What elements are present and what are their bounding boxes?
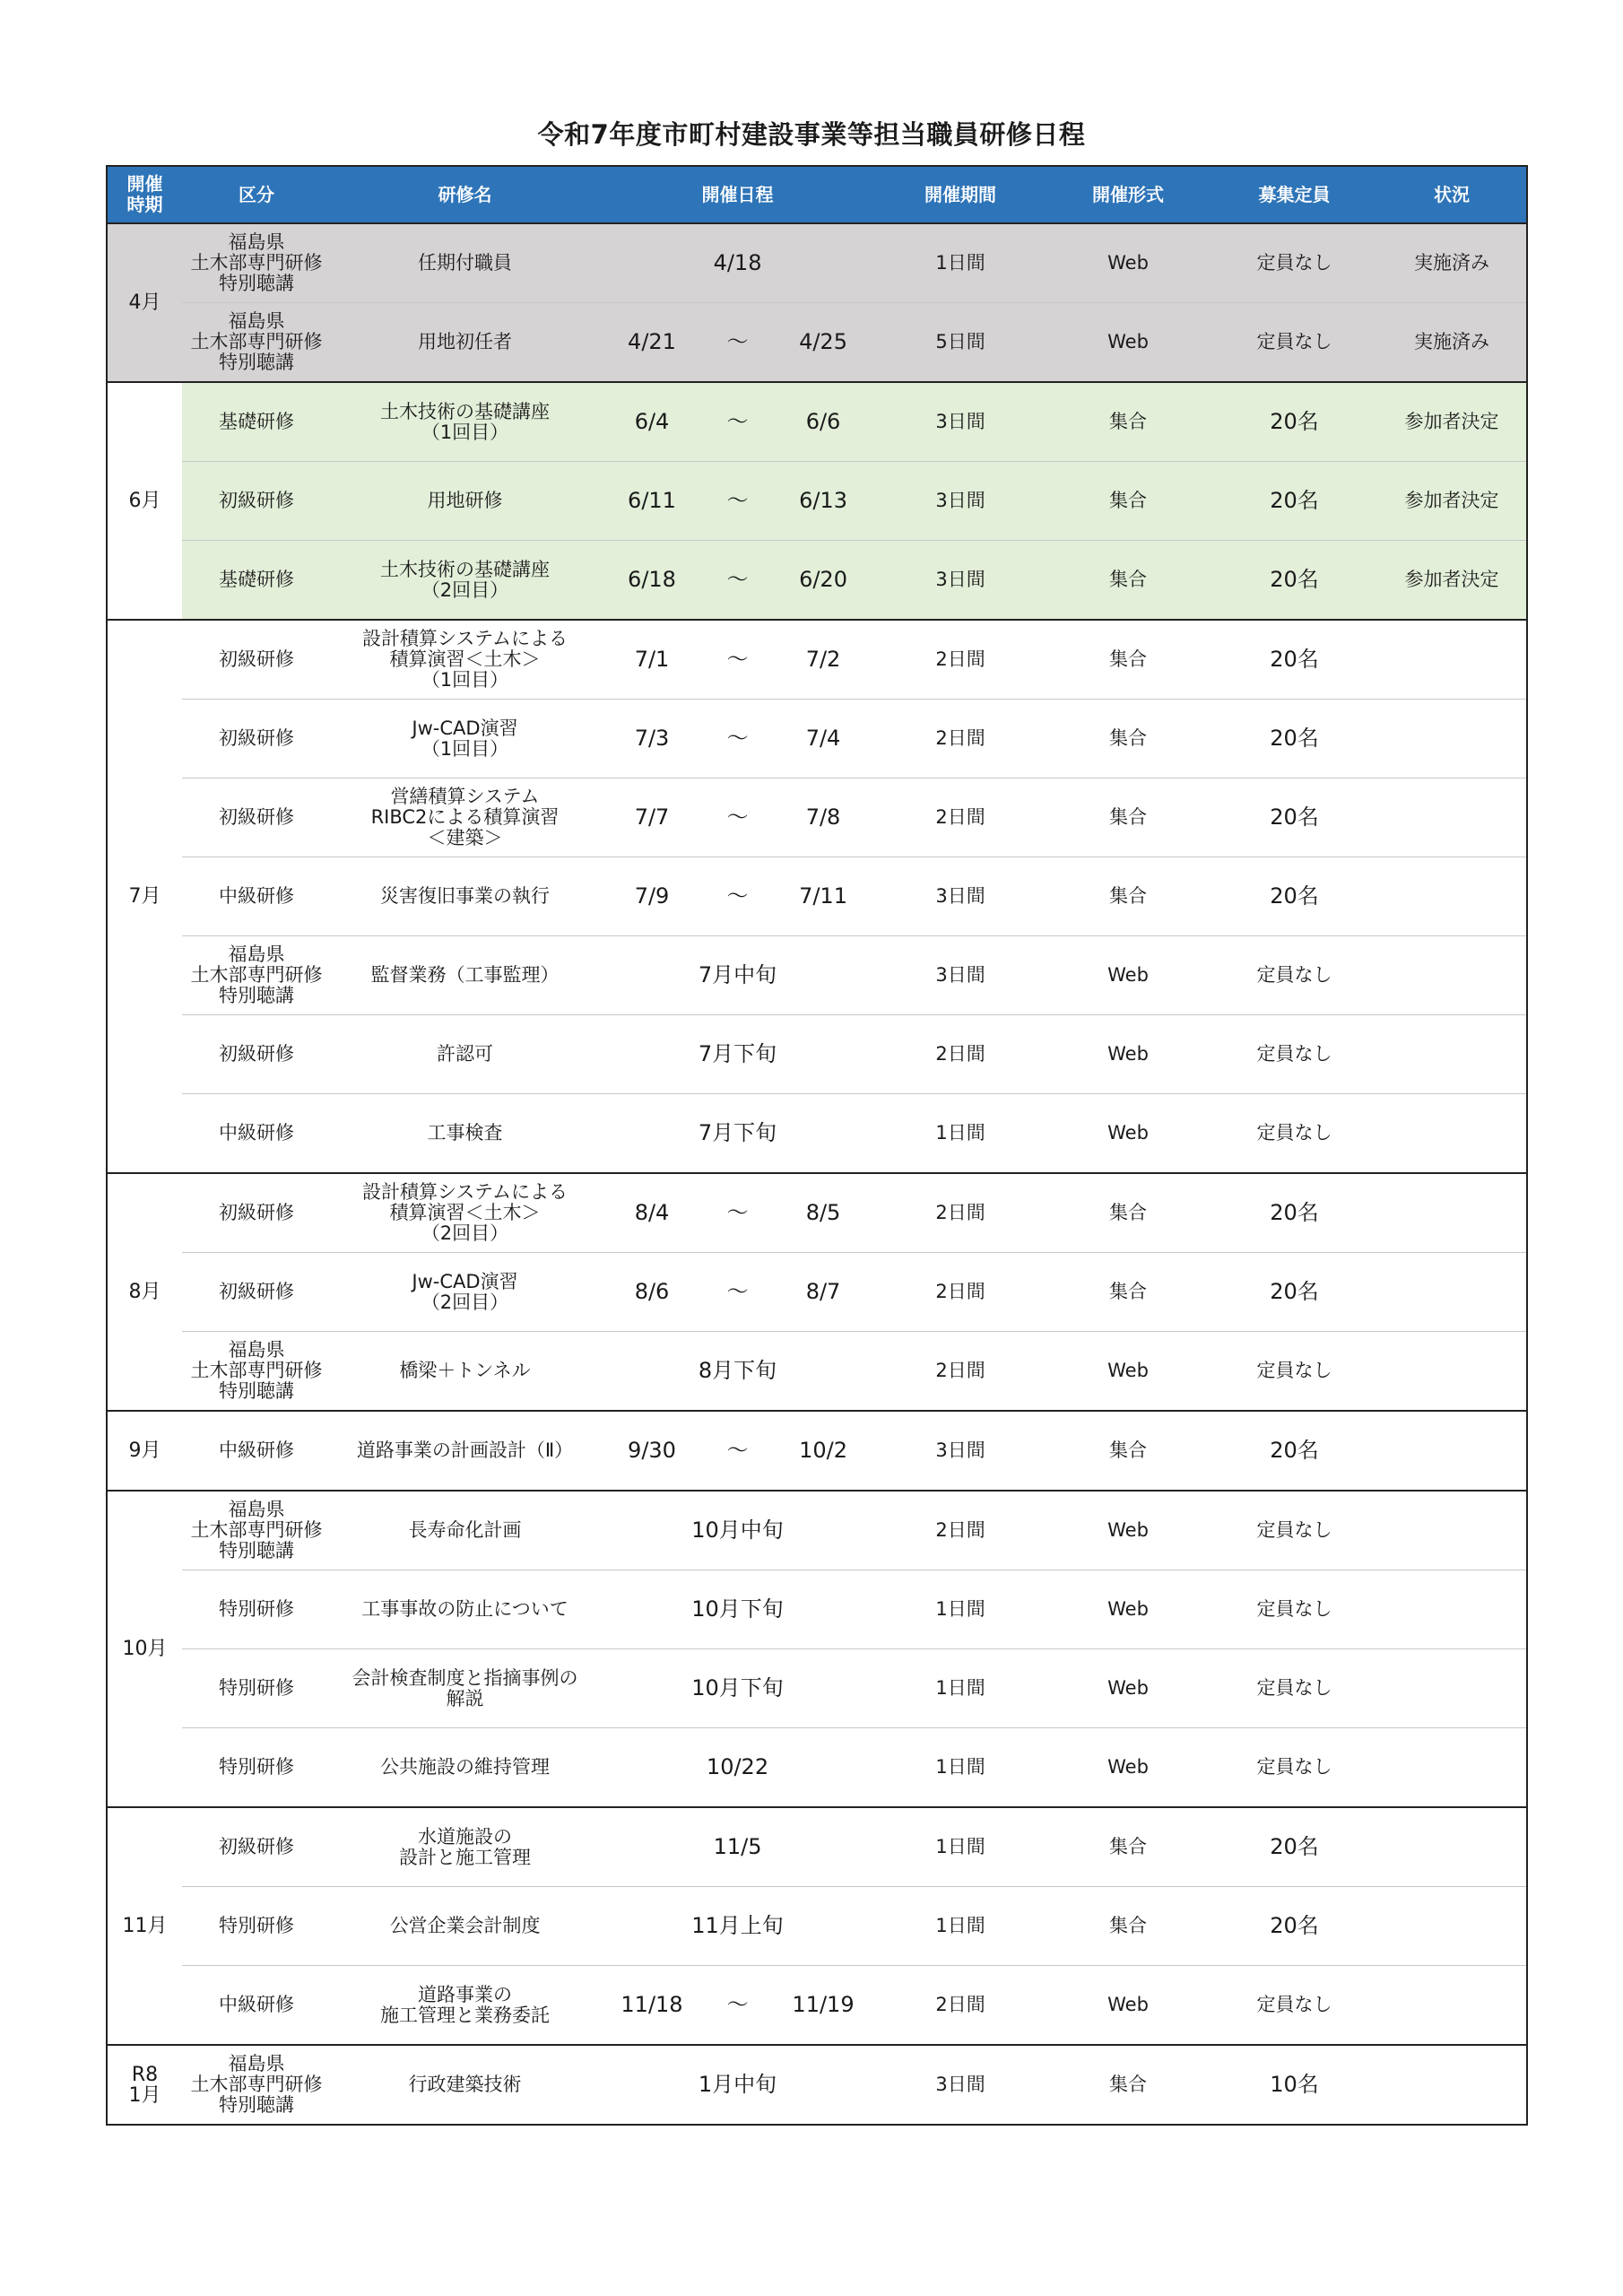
training-name-cell: 用地研修	[331, 462, 599, 541]
format-cell: Web	[1045, 1570, 1211, 1649]
period-cell: 1日間	[876, 1807, 1045, 1887]
category-cell: 初級研修	[182, 1173, 331, 1253]
format-cell: 集合	[1045, 700, 1211, 778]
end-date-cell: 6/13	[770, 462, 876, 541]
status-cell	[1377, 1570, 1527, 1649]
training-name-cell: 用地初任者	[331, 303, 599, 383]
category-cell: 福島県 土木部専門研修 特別聴講	[182, 936, 331, 1015]
period-cell: 2日間	[876, 1253, 1045, 1332]
format-cell: 集合	[1045, 1253, 1211, 1332]
training-name-cell: 道路事業の計画設計（Ⅱ）	[331, 1411, 599, 1491]
start-date-cell: 7/3	[599, 700, 705, 778]
capacity-cell: 定員なし	[1211, 1570, 1377, 1649]
capacity-cell: 20名	[1211, 1411, 1377, 1491]
capacity-cell: 定員なし	[1211, 1649, 1377, 1728]
category-cell: 福島県 土木部専門研修 特別聴講	[182, 303, 331, 383]
capacity-cell: 20名	[1211, 620, 1377, 700]
format-cell: 集合	[1045, 541, 1211, 621]
period-cell: 3日間	[876, 462, 1045, 541]
date-separator: ～	[705, 382, 770, 462]
category-cell: 初級研修	[182, 1015, 331, 1094]
date-cell: 10月下旬	[599, 1649, 876, 1728]
category-cell: 初級研修	[182, 620, 331, 700]
category-cell: 福島県 土木部専門研修 特別聴講	[182, 223, 331, 303]
category-cell: 中級研修	[182, 1094, 331, 1174]
training-name-cell: 橋梁＋トンネル	[331, 1332, 599, 1412]
header-name: 研修名	[331, 166, 599, 223]
end-date-cell: 7/4	[770, 700, 876, 778]
category-cell: 福島県 土木部専門研修 特別聴講	[182, 1491, 331, 1570]
date-cell: 11/5	[599, 1807, 876, 1887]
capacity-cell: 20名	[1211, 700, 1377, 778]
end-date-cell: 11/19	[770, 1966, 876, 2046]
status-cell	[1377, 1887, 1527, 1966]
training-name-cell: 土木技術の基礎講座 （1回目）	[331, 382, 599, 462]
status-cell	[1377, 1332, 1527, 1412]
table-row	[107, 778, 1527, 857]
training-name-cell: 監督業務（工事監理）	[331, 936, 599, 1015]
period-cell: 3日間	[876, 857, 1045, 936]
table-row	[107, 2045, 1527, 2125]
table-row	[107, 1253, 1527, 1332]
format-cell: 集合	[1045, 778, 1211, 857]
period-cell: 5日間	[876, 303, 1045, 383]
start-date-cell: 7/1	[599, 620, 705, 700]
page-title: 令和7年度市町村建設事業等担当職員研修日程	[537, 119, 1086, 150]
date-cell: 7月下旬	[599, 1015, 876, 1094]
period-cell: 1日間	[876, 223, 1045, 303]
status-cell: 参加者決定	[1377, 382, 1527, 462]
month-cell: R8 1月	[107, 2045, 182, 2125]
date-cell: 10月下旬	[599, 1570, 876, 1649]
category-cell: 初級研修	[182, 1807, 331, 1887]
status-cell	[1377, 1491, 1527, 1570]
training-name-cell: Jw-CAD演習 （2回目）	[331, 1253, 599, 1332]
end-date-cell: 4/25	[770, 303, 876, 383]
start-date-cell: 6/18	[599, 541, 705, 621]
start-date-cell: 8/6	[599, 1253, 705, 1332]
category-cell: 特別研修	[182, 1728, 331, 1808]
status-cell	[1377, 700, 1527, 778]
format-cell: 集合	[1045, 1887, 1211, 1966]
period-cell: 2日間	[876, 778, 1045, 857]
table-row	[107, 1887, 1527, 1966]
capacity-cell: 20名	[1211, 382, 1377, 462]
date-cell: 11月上旬	[599, 1887, 876, 1966]
training-name-cell: 公共施設の維持管理	[331, 1728, 599, 1808]
header-status: 状況	[1377, 166, 1527, 223]
month-cell: 11月	[107, 1807, 182, 2045]
table-row	[107, 700, 1527, 778]
status-cell: 実施済み	[1377, 223, 1527, 303]
date-separator: ～	[705, 1173, 770, 1253]
date-separator: ～	[705, 462, 770, 541]
date-cell: 1月中旬	[599, 2045, 876, 2125]
capacity-cell: 定員なし	[1211, 223, 1377, 303]
capacity-cell: 定員なし	[1211, 1491, 1377, 1570]
capacity-cell: 20名	[1211, 541, 1377, 621]
training-name-cell: 土木技術の基礎講座 （2回目）	[331, 541, 599, 621]
date-separator: ～	[705, 1411, 770, 1491]
period-cell: 2日間	[876, 1173, 1045, 1253]
date-cell: 10/22	[599, 1728, 876, 1808]
status-cell	[1377, 1411, 1527, 1491]
category-cell: 基礎研修	[182, 382, 331, 462]
start-date-cell: 7/9	[599, 857, 705, 936]
category-cell: 特別研修	[182, 1649, 331, 1728]
table-row	[107, 1570, 1527, 1649]
table-row	[107, 1015, 1527, 1094]
capacity-cell: 20名	[1211, 1173, 1377, 1253]
header-row	[107, 166, 1527, 223]
format-cell: Web	[1045, 1491, 1211, 1570]
training-name-cell: 道路事業の 施工管理と業務委託	[331, 1966, 599, 2046]
date-cell: 10月中旬	[599, 1491, 876, 1570]
header-format: 開催形式	[1045, 166, 1211, 223]
format-cell: 集合	[1045, 462, 1211, 541]
start-date-cell: 6/4	[599, 382, 705, 462]
table-row	[107, 1966, 1527, 2046]
period-cell: 2日間	[876, 620, 1045, 700]
date-separator: ～	[705, 303, 770, 383]
format-cell: 集合	[1045, 857, 1211, 936]
start-date-cell: 6/11	[599, 462, 705, 541]
period-cell: 2日間	[876, 1015, 1045, 1094]
status-cell	[1377, 620, 1527, 700]
end-date-cell: 7/11	[770, 857, 876, 936]
capacity-cell: 定員なし	[1211, 1728, 1377, 1808]
schedule-body	[107, 223, 1527, 2125]
training-name-cell: 災害復旧事業の執行	[331, 857, 599, 936]
table-row	[107, 1411, 1527, 1491]
training-name-cell: 水道施設の 設計と施工管理	[331, 1807, 599, 1887]
start-date-cell: 11/18	[599, 1966, 705, 2046]
month-cell: 9月	[107, 1411, 182, 1491]
month-cell: 10月	[107, 1491, 182, 1807]
capacity-cell: 20名	[1211, 1253, 1377, 1332]
category-cell: 基礎研修	[182, 541, 331, 621]
end-date-cell: 7/8	[770, 778, 876, 857]
period-cell: 1日間	[876, 1094, 1045, 1174]
month-cell: 4月	[107, 223, 182, 382]
training-name-cell: 行政建築技術	[331, 2045, 599, 2125]
capacity-cell: 定員なし	[1211, 1015, 1377, 1094]
month-cell: 6月	[107, 382, 182, 620]
training-name-cell: 会計検査制度と指摘事例の 解説	[331, 1649, 599, 1728]
status-cell	[1377, 1966, 1527, 2046]
status-cell	[1377, 1649, 1527, 1728]
start-date-cell: 9/30	[599, 1411, 705, 1491]
capacity-cell: 定員なし	[1211, 1094, 1377, 1174]
date-cell: 7月下旬	[599, 1094, 876, 1174]
period-cell: 3日間	[876, 541, 1045, 621]
format-cell: Web	[1045, 1966, 1211, 2046]
period-cell: 2日間	[876, 1332, 1045, 1412]
table-row	[107, 303, 1527, 383]
capacity-cell: 定員なし	[1211, 303, 1377, 383]
start-date-cell: 4/21	[599, 303, 705, 383]
month-cell: 7月	[107, 620, 182, 1173]
format-cell: Web	[1045, 936, 1211, 1015]
date-separator: ～	[705, 1253, 770, 1332]
period-cell: 2日間	[876, 1966, 1045, 2046]
status-cell	[1377, 1173, 1527, 1253]
end-date-cell: 6/6	[770, 382, 876, 462]
end-date-cell: 10/2	[770, 1411, 876, 1491]
date-separator: ～	[705, 541, 770, 621]
format-cell: Web	[1045, 1649, 1211, 1728]
category-cell: 初級研修	[182, 1253, 331, 1332]
header-category: 区分	[182, 166, 331, 223]
status-cell	[1377, 1094, 1527, 1174]
month-cell: 8月	[107, 1173, 182, 1411]
category-cell: 福島県 土木部専門研修 特別聴講	[182, 2045, 331, 2125]
date-separator: ～	[705, 1966, 770, 2046]
format-cell: 集合	[1045, 2045, 1211, 2125]
end-date-cell: 7/2	[770, 620, 876, 700]
format-cell: 集合	[1045, 382, 1211, 462]
end-date-cell: 8/5	[770, 1173, 876, 1253]
period-cell: 2日間	[876, 700, 1045, 778]
training-name-cell: 長寿命化計画	[331, 1491, 599, 1570]
date-separator: ～	[705, 778, 770, 857]
table-row	[107, 1728, 1527, 1808]
category-cell: 特別研修	[182, 1887, 331, 1966]
training-name-cell: 公営企業会計制度	[331, 1887, 599, 1966]
capacity-cell: 20名	[1211, 1887, 1377, 1966]
training-name-cell: 許認可	[331, 1015, 599, 1094]
format-cell: Web	[1045, 1728, 1211, 1808]
capacity-cell: 20名	[1211, 462, 1377, 541]
date-cell: 7月中旬	[599, 936, 876, 1015]
table-row	[107, 1332, 1527, 1412]
category-cell: 中級研修	[182, 857, 331, 936]
period-cell: 3日間	[876, 382, 1045, 462]
capacity-cell: 20名	[1211, 1807, 1377, 1887]
capacity-cell: 定員なし	[1211, 1966, 1377, 2046]
period-cell: 1日間	[876, 1570, 1045, 1649]
period-cell: 3日間	[876, 936, 1045, 1015]
category-cell: 初級研修	[182, 462, 331, 541]
format-cell: 集合	[1045, 1411, 1211, 1491]
training-name-cell: Jw-CAD演習 （1回目）	[331, 700, 599, 778]
category-cell: 初級研修	[182, 778, 331, 857]
table-row	[107, 1807, 1527, 1887]
status-cell: 実施済み	[1377, 303, 1527, 383]
period-cell: 1日間	[876, 1887, 1045, 1966]
date-separator: ～	[705, 620, 770, 700]
start-date-cell: 7/7	[599, 778, 705, 857]
format-cell: 集合	[1045, 1173, 1211, 1253]
date-separator: ～	[705, 700, 770, 778]
table-row	[107, 620, 1527, 700]
category-cell: 中級研修	[182, 1411, 331, 1491]
status-cell	[1377, 1253, 1527, 1332]
status-cell	[1377, 778, 1527, 857]
training-name-cell: 工事検査	[331, 1094, 599, 1174]
status-cell	[1377, 2045, 1527, 2125]
table-row	[107, 1173, 1527, 1253]
category-cell: 初級研修	[182, 700, 331, 778]
format-cell: 集合	[1045, 1807, 1211, 1887]
status-cell: 参加者決定	[1377, 541, 1527, 621]
category-cell: 特別研修	[182, 1570, 331, 1649]
capacity-cell: 10名	[1211, 2045, 1377, 2125]
period-cell: 1日間	[876, 1649, 1045, 1728]
table-row	[107, 857, 1527, 936]
date-cell: 8月下旬	[599, 1332, 876, 1412]
period-cell: 3日間	[876, 2045, 1045, 2125]
training-name-cell: 営繕積算システム RIBC2による積算演習 ＜建築＞	[331, 778, 599, 857]
capacity-cell: 定員なし	[1211, 936, 1377, 1015]
training-name-cell: 設計積算システムによる 積算演習＜土木＞ （2回目）	[331, 1173, 599, 1253]
table-row	[107, 1491, 1527, 1570]
capacity-cell: 定員なし	[1211, 1332, 1377, 1412]
status-cell	[1377, 936, 1527, 1015]
period-cell: 3日間	[876, 1411, 1045, 1491]
end-date-cell: 6/20	[770, 541, 876, 621]
status-cell	[1377, 1728, 1527, 1808]
header-dates: 開催日程	[599, 166, 876, 223]
training-schedule-table	[106, 165, 1528, 2126]
format-cell: Web	[1045, 1015, 1211, 1094]
header-month: 開催 時期	[107, 166, 182, 223]
format-cell: Web	[1045, 1332, 1211, 1412]
table-row	[107, 462, 1527, 541]
period-cell: 2日間	[876, 1491, 1045, 1570]
category-cell: 福島県 土木部専門研修 特別聴講	[182, 1332, 331, 1412]
table-row	[107, 936, 1527, 1015]
status-cell	[1377, 1807, 1527, 1887]
format-cell: 集合	[1045, 620, 1211, 700]
period-cell: 1日間	[876, 1728, 1045, 1808]
training-name-cell: 設計積算システムによる 積算演習＜土木＞ （1回目）	[331, 620, 599, 700]
header-capacity: 募集定員	[1211, 166, 1377, 223]
date-cell: 4/18	[599, 223, 876, 303]
format-cell: Web	[1045, 303, 1211, 383]
table-row	[107, 382, 1527, 462]
status-cell	[1377, 857, 1527, 936]
status-cell: 参加者決定	[1377, 462, 1527, 541]
category-cell: 中級研修	[182, 1966, 331, 2046]
training-name-cell: 任期付職員	[331, 223, 599, 303]
date-separator: ～	[705, 857, 770, 936]
header-period: 開催期間	[876, 166, 1045, 223]
start-date-cell: 8/4	[599, 1173, 705, 1253]
capacity-cell: 20名	[1211, 857, 1377, 936]
end-date-cell: 8/7	[770, 1253, 876, 1332]
format-cell: Web	[1045, 223, 1211, 303]
training-name-cell: 工事事故の防止について	[331, 1570, 599, 1649]
table-row	[107, 223, 1527, 303]
format-cell: Web	[1045, 1094, 1211, 1174]
table-row	[107, 541, 1527, 621]
status-cell	[1377, 1015, 1527, 1094]
table-row	[107, 1649, 1527, 1728]
capacity-cell: 20名	[1211, 778, 1377, 857]
table-row	[107, 1094, 1527, 1174]
